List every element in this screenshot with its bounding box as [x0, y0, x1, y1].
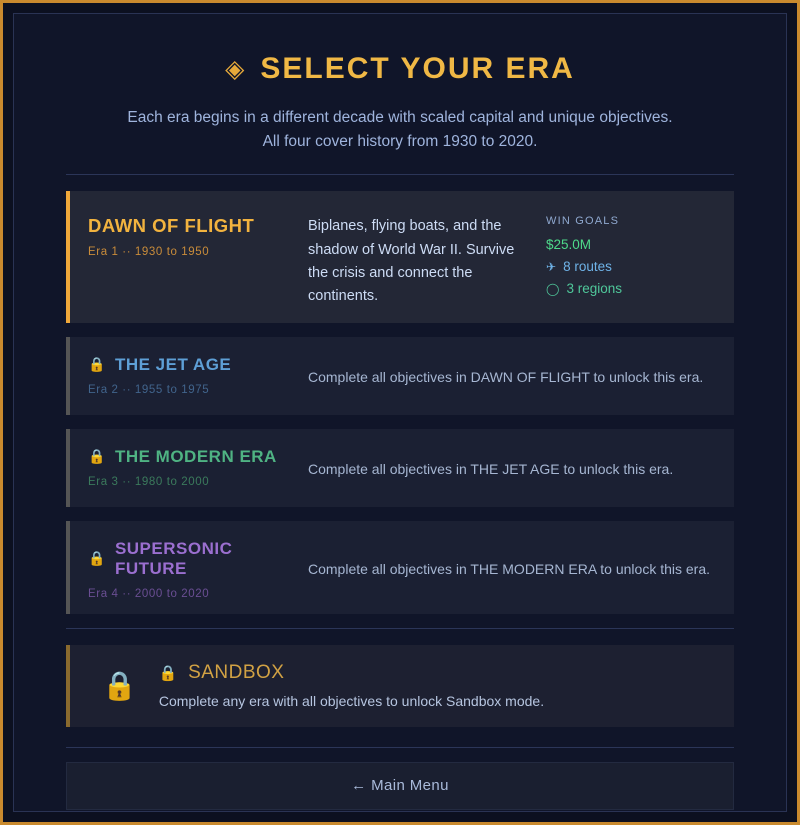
era-description: Complete all objectives in THE JET AGE to unlock this era. — [308, 461, 674, 478]
lock-icon: 🔒 — [158, 665, 179, 683]
win-goal-regions-value: 3 regions — [566, 281, 622, 297]
sandbox-title — [159, 662, 716, 684]
era-name-label: THE MODERN ERA — [114, 446, 277, 466]
era-name-label: SUPERSONIC FUTURE — [114, 538, 233, 578]
win-goal-regions — [546, 281, 724, 296]
era-description: Complete all objectives in THE MODERN ERA to unlock this era. — [308, 560, 711, 577]
era-range: Era 4 ·· 2000 to 2020 — [88, 587, 210, 600]
era-card-the-modern-era[interactable] — [66, 429, 734, 507]
era-select-panel — [13, 13, 787, 812]
win-goal-cash — [546, 237, 724, 252]
era-card-supersonic-future[interactable] — [66, 521, 734, 614]
sandbox-description: Complete any era with all objectives to unlock Sandbox mode. — [158, 693, 545, 710]
era-card-dawn-of-flight[interactable] — [66, 191, 734, 323]
win-goals-title: WIN GOALS — [546, 215, 620, 228]
era-range: Era 2 ·· 1955 to 1975 — [88, 383, 210, 396]
sandbox-title-label: SANDBOX — [188, 662, 285, 684]
era-description: Biplanes, flying boats, and the shadow of World War II. Survive the crisis and connect the continents. — [308, 218, 515, 305]
sandbox-body — [159, 662, 716, 709]
sandbox-card[interactable] — [66, 645, 734, 727]
era-description: Complete all objectives in DAWN OF FLIGHT to unlock this era. — [308, 369, 704, 386]
footer-divider — [66, 747, 734, 748]
era-name — [88, 355, 298, 375]
win-goals — [546, 191, 734, 323]
era-card-heading — [70, 429, 308, 507]
sandbox-divider — [66, 628, 734, 629]
win-goal-routes — [546, 259, 724, 274]
page-title — [14, 52, 786, 86]
lock-icon: 🔒 — [88, 550, 106, 567]
subtitle-line-1: Each era begins in a different decade with scaled capital and unique objectives. — [127, 109, 673, 126]
era-list — [66, 191, 734, 810]
era-range: Era 3 ·· 1980 to 2000 — [88, 475, 210, 488]
era-card-heading — [70, 337, 308, 415]
lock-icon: 🔒 — [102, 670, 137, 702]
header-divider — [66, 174, 734, 175]
plane-icon: ✈ — [546, 259, 557, 274]
page-title-text: SELECT YOUR ERA — [260, 52, 575, 85]
page-subtitle — [14, 106, 786, 154]
main-menu-button[interactable]: ← Main Menu — [66, 762, 734, 810]
era-name — [88, 447, 298, 467]
win-goal-routes-value: 8 routes — [563, 259, 612, 275]
era-card-heading — [70, 521, 308, 614]
era-name — [88, 539, 298, 579]
lock-icon: 🔒 — [88, 448, 106, 465]
subtitle-line-2: All four cover history from 1930 to 2020. — [262, 133, 538, 151]
win-goal-cash-value: $25.0M — [546, 237, 592, 253]
era-name — [88, 215, 298, 237]
globe-icon: ◯ — [546, 281, 560, 296]
era-card-heading — [70, 191, 308, 323]
era-range: Era 1 ·· 1930 to 1950 — [88, 246, 210, 259]
era-name-label: DAWN OF FLIGHT — [88, 215, 255, 237]
era-name-label: THE JET AGE — [114, 354, 232, 374]
diamond-icon: ◈ — [225, 54, 245, 83]
era-card-the-jet-age[interactable] — [66, 337, 734, 415]
lock-icon: 🔒 — [88, 356, 106, 373]
